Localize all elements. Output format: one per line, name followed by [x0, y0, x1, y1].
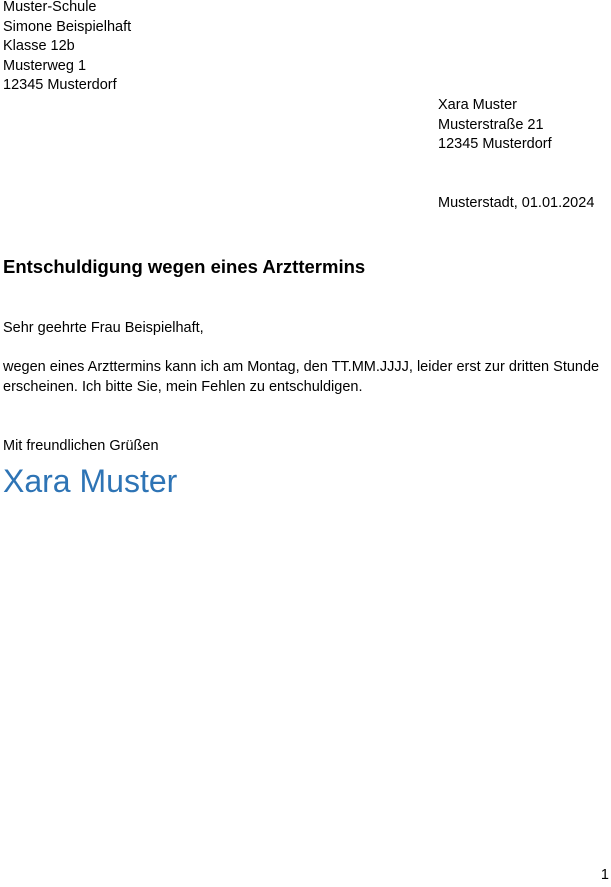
- letter-subject: Entschuldigung wegen eines Arzttermins: [3, 256, 366, 277]
- sender-city: 12345 Musterdorf: [3, 77, 117, 94]
- signature: Xara Muster: [3, 463, 178, 499]
- sender-street: Musterweg 1: [3, 57, 87, 74]
- recipient-name: Xara Muster: [438, 97, 517, 113]
- letter-salutation: Sehr geehrte Frau Beispielhaft,: [3, 320, 204, 336]
- sender-class: Klasse 12b: [3, 38, 75, 55]
- recipient-city: 12345 Musterdorf: [438, 136, 552, 153]
- sender-name: Simone Beispielhaft: [3, 18, 132, 35]
- place-and-date: Musterstadt, 01.01.2024: [438, 195, 595, 211]
- letter-body: wegen eines Arzttermins kann ich am Montag, den TT.MM.JJJJ, leider erst zur dritten Stunde erscheinen. Ich bitte Sie, mein Fehlen zu entschuldigen.: [3, 359, 600, 395]
- recipient-address-block: [438, 96, 552, 155]
- sender-address-block: [3, 0, 131, 96]
- letter-closing: Mit freundlichen Grüßen: [3, 438, 159, 454]
- recipient-street: Musterstraße 21: [438, 116, 544, 133]
- page-number: 1: [600, 867, 609, 884]
- sender-school: Muster-Schule: [3, 0, 97, 15]
